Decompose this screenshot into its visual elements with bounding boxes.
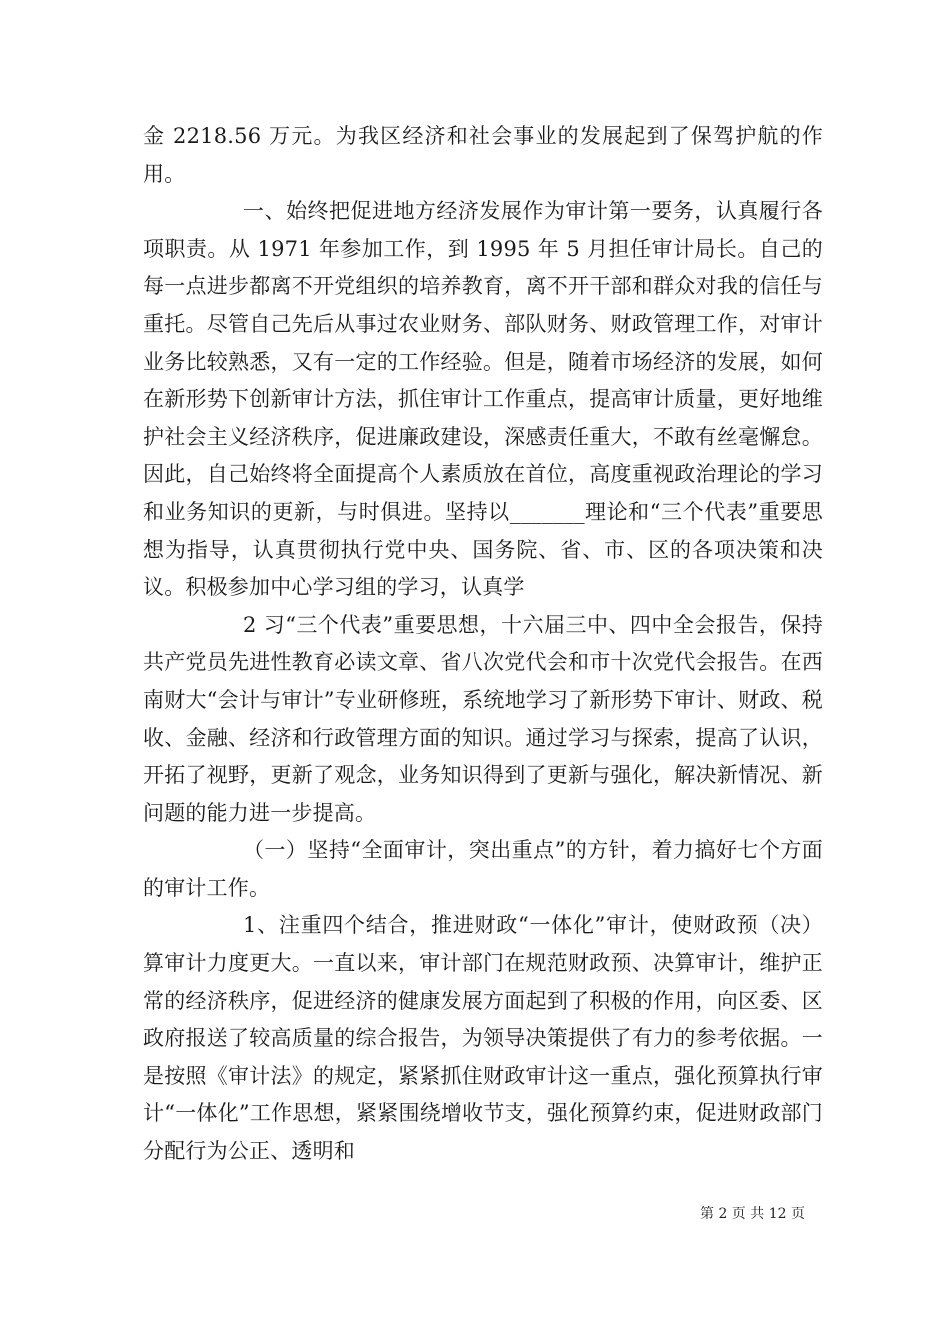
paragraph-3: 2 习“三个代表”重要思想，十六届三中、四中全会报告，保持共产党员先进性教育必读文章、省八次党代会和市十次党代会报告。在西南财大“会计与审计”专业研修班，系统地学习了新形势下审计、财政、税收、金融、经济和行政管理方面的知识。通过学习与探索，提高了认识，开拓了视野，更新了观念，业务知识得到了更新与强化，解决新情况、新问题的能力进一步提高。 (143, 612, 823, 825)
paragraph-5: 1、注重四个结合，推进财政“一体化”审计，使财政预（决）算审计力度更大。一直以来，审计部门在规范财政预、决算审计，维护正常的经济秩序，促进经济的健康发展方面起到了积极的作用，向区委、区政府报送了较高质量的综合报告，为领导决策提供了有力的参考依据。一是按照《审计法》的规定，紧紧抓住财政审计这一重点，强化预算执行审计“一体化”工作思想，紧紧围绕增收节支，强化预算约束，促进财政部门分配行为公正、透明和 (143, 913, 823, 1164)
paragraph-4: （一）坚持“全面审计，突出重点”的方针，着力搞好七个方面的审计工作。 (143, 838, 823, 900)
page-number-footer: 第 2 页 共 12 页 (700, 1206, 805, 1222)
paragraph-2: 一、始终把促进地方经济发展作为审计第一要务，认真履行各项职责。从 1971 年参加工作，到 1995 年 5 月担任审计局长。自己的每一点进步都离不开党组织的培养教育，离不开干部和群众对我的信任与重托。尽管自己先后从事过农业财务、部队财务、财政管理工作，对审计业务比较熟悉，又有一定的工作经验。但是，随着市场经济的发展，如何在新形势下创新审计方法，抓住审计工作重点，提高审计质量，更好地维护社会主义经济秩序，促进廉政建设，深感责任重大，不敢有丝毫懈怠。因此，自己始终将全面提高个人素质放在首位，高度重视政治理论的学习和业务知识的更新，与时俱进。坚持以_______理论和“三个代表”重要思想为指导，认真贯彻执行党中央、国务院、省、市、区的各项决策和决议。积极参加中心学习组的学习，认真学 (143, 199, 823, 600)
paragraph-1: 金 2218.56 万元。为我区经济和社会事业的发展起到了保驾护航的作用。 (143, 124, 823, 186)
document-body (143, 118, 823, 1171)
